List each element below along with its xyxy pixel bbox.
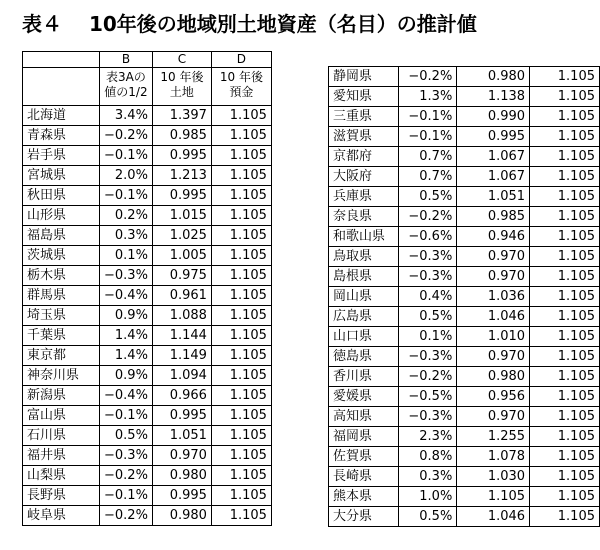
- d-deposit-cell: 1.105: [530, 67, 600, 87]
- column-header: 10 年後 預金: [211, 68, 271, 106]
- c-land-cell: 0.995: [152, 146, 211, 166]
- b-value-cell: 0.4%: [398, 287, 457, 307]
- table-row: [23, 306, 272, 326]
- c-land-cell: 1.051: [457, 187, 530, 207]
- b-value-cell: 1.0%: [398, 487, 457, 507]
- prefecture-cell: 愛知県: [329, 87, 399, 107]
- prefecture-cell: 福井県: [23, 446, 100, 466]
- table-row: [329, 127, 600, 147]
- d-deposit-cell: 1.105: [530, 487, 600, 507]
- prefecture-cell: 秋田県: [23, 186, 100, 206]
- c-land-cell: 0.970: [457, 267, 530, 287]
- prefecture-cell: 神奈川県: [23, 366, 100, 386]
- c-land-cell: 0.970: [152, 446, 211, 466]
- prefecture-cell: 静岡県: [329, 67, 399, 87]
- c-land-cell: 0.980: [152, 506, 211, 526]
- prefecture-cell: 和歌山県: [329, 227, 399, 247]
- b-value-cell: −0.3%: [398, 347, 457, 367]
- c-land-cell: 0.980: [152, 466, 211, 486]
- d-deposit-cell: 1.105: [530, 167, 600, 187]
- table-row: [329, 327, 600, 347]
- c-land-cell: 1.067: [457, 167, 530, 187]
- table-row: [23, 406, 272, 426]
- d-deposit-cell: 1.105: [530, 367, 600, 387]
- prefecture-cell: 北海道: [23, 106, 100, 126]
- c-land-cell: 0.970: [457, 247, 530, 267]
- table-row: [329, 227, 600, 247]
- table-row: [23, 266, 272, 286]
- prefecture-cell: 奈良県: [329, 207, 399, 227]
- column-letter: D: [211, 52, 271, 68]
- prefecture-cell: 京都府: [329, 147, 399, 167]
- b-value-cell: −0.2%: [100, 466, 153, 486]
- prefecture-cell: 島根県: [329, 267, 399, 287]
- b-value-cell: −0.3%: [100, 446, 153, 466]
- d-deposit-cell: 1.105: [530, 267, 600, 287]
- page-title: 表４ 10年後の地域別土地資産（名目）の推計値: [22, 12, 477, 36]
- b-value-cell: −0.2%: [100, 506, 153, 526]
- d-deposit-cell: 1.105: [530, 327, 600, 347]
- d-deposit-cell: 1.105: [211, 186, 271, 206]
- d-deposit-cell: 1.105: [530, 347, 600, 367]
- c-land-cell: 0.946: [457, 227, 530, 247]
- column-letter: [23, 52, 100, 68]
- table-row: [329, 167, 600, 187]
- c-land-cell: 1.094: [152, 366, 211, 386]
- prefecture-cell: 茨城県: [23, 246, 100, 266]
- d-deposit-cell: 1.105: [530, 507, 600, 527]
- table-row: [329, 267, 600, 287]
- column-letter: B: [100, 52, 153, 68]
- b-value-cell: 0.9%: [100, 306, 153, 326]
- prefecture-cell: 大阪府: [329, 167, 399, 187]
- prefecture-cell: 滋賀県: [329, 127, 399, 147]
- d-deposit-cell: 1.105: [530, 427, 600, 447]
- column-header: 10 年後 土地: [152, 68, 211, 106]
- b-value-cell: 0.2%: [100, 206, 153, 226]
- c-land-cell: 1.138: [457, 87, 530, 107]
- d-deposit-cell: 1.105: [530, 87, 600, 107]
- d-deposit-cell: 1.105: [530, 227, 600, 247]
- prefecture-cell: 群馬県: [23, 286, 100, 306]
- c-land-cell: 0.990: [457, 107, 530, 127]
- prefecture-cell: 大分県: [329, 507, 399, 527]
- b-value-cell: −0.6%: [398, 227, 457, 247]
- b-value-cell: −0.4%: [100, 286, 153, 306]
- d-deposit-cell: 1.105: [211, 146, 271, 166]
- b-value-cell: −0.3%: [398, 247, 457, 267]
- c-land-cell: 0.995: [152, 186, 211, 206]
- right-table: [328, 66, 600, 527]
- c-land-cell: 0.956: [457, 387, 530, 407]
- d-deposit-cell: 1.105: [211, 346, 271, 366]
- c-land-cell: 0.961: [152, 286, 211, 306]
- c-land-cell: 1.025: [152, 226, 211, 246]
- prefecture-cell: 宮城県: [23, 166, 100, 186]
- table-row: [329, 87, 600, 107]
- c-land-cell: 0.970: [457, 347, 530, 367]
- d-deposit-cell: 1.105: [530, 187, 600, 207]
- table-row: [329, 427, 600, 447]
- table-row: [23, 386, 272, 406]
- column-letter: C: [152, 52, 211, 68]
- d-deposit-cell: 1.105: [211, 126, 271, 146]
- b-value-cell: 0.1%: [100, 246, 153, 266]
- c-land-cell: 1.036: [457, 287, 530, 307]
- d-deposit-cell: 1.105: [211, 366, 271, 386]
- b-value-cell: −0.1%: [398, 127, 457, 147]
- b-value-cell: −0.1%: [100, 186, 153, 206]
- c-land-cell: 0.980: [457, 67, 530, 87]
- d-deposit-cell: 1.105: [211, 486, 271, 506]
- d-deposit-cell: 1.105: [211, 206, 271, 226]
- table-row: [23, 506, 272, 526]
- header-letter-row: [23, 52, 272, 68]
- d-deposit-cell: 1.105: [530, 407, 600, 427]
- b-value-cell: −0.1%: [100, 146, 153, 166]
- table-row: [329, 107, 600, 127]
- c-land-cell: 1.067: [457, 147, 530, 167]
- b-value-cell: 0.5%: [100, 426, 153, 446]
- c-land-cell: 1.078: [457, 447, 530, 467]
- prefecture-cell: 富山県: [23, 406, 100, 426]
- c-land-cell: 1.046: [457, 307, 530, 327]
- b-value-cell: 2.0%: [100, 166, 153, 186]
- d-deposit-cell: 1.105: [530, 107, 600, 127]
- table-row: [329, 247, 600, 267]
- table-row: [23, 466, 272, 486]
- d-deposit-cell: 1.105: [211, 446, 271, 466]
- b-value-cell: 1.4%: [100, 346, 153, 366]
- d-deposit-cell: 1.105: [530, 207, 600, 227]
- b-value-cell: 0.3%: [398, 467, 457, 487]
- prefecture-cell: 福岡県: [329, 427, 399, 447]
- table-row: [23, 166, 272, 186]
- c-land-cell: 0.985: [457, 207, 530, 227]
- table-row: [329, 347, 600, 367]
- b-value-cell: 0.3%: [100, 226, 153, 246]
- table-row: [23, 446, 272, 466]
- c-land-cell: 1.030: [457, 467, 530, 487]
- table-row: [23, 366, 272, 386]
- prefecture-cell: 兵庫県: [329, 187, 399, 207]
- d-deposit-cell: 1.105: [211, 246, 271, 266]
- table-row: [329, 187, 600, 207]
- d-deposit-cell: 1.105: [530, 287, 600, 307]
- c-land-cell: 1.005: [152, 246, 211, 266]
- b-value-cell: −0.3%: [398, 267, 457, 287]
- table-row: [23, 346, 272, 366]
- d-deposit-cell: 1.105: [211, 306, 271, 326]
- table-row: [23, 226, 272, 246]
- column-header: [23, 68, 100, 106]
- table-row: [23, 426, 272, 446]
- prefecture-cell: 栃木県: [23, 266, 100, 286]
- table-row: [329, 387, 600, 407]
- prefecture-cell: 広島県: [329, 307, 399, 327]
- c-land-cell: 1.010: [457, 327, 530, 347]
- prefecture-cell: 千葉県: [23, 326, 100, 346]
- table-row: [329, 67, 600, 87]
- c-land-cell: 0.970: [457, 407, 530, 427]
- b-value-cell: 0.7%: [398, 167, 457, 187]
- d-deposit-cell: 1.105: [211, 226, 271, 246]
- c-land-cell: 1.051: [152, 426, 211, 446]
- column-header: 表3Aの 値の1/2: [100, 68, 153, 106]
- table-row: [23, 106, 272, 126]
- prefecture-cell: 青森県: [23, 126, 100, 146]
- prefecture-cell: 岡山県: [329, 287, 399, 307]
- b-value-cell: 0.7%: [398, 147, 457, 167]
- b-value-cell: 0.9%: [100, 366, 153, 386]
- d-deposit-cell: 1.105: [211, 466, 271, 486]
- c-land-cell: 1.088: [152, 306, 211, 326]
- prefecture-cell: 岐阜県: [23, 506, 100, 526]
- b-value-cell: −0.5%: [398, 387, 457, 407]
- c-land-cell: 0.995: [152, 406, 211, 426]
- b-value-cell: −0.1%: [100, 486, 153, 506]
- table-row: [329, 487, 600, 507]
- d-deposit-cell: 1.105: [211, 406, 271, 426]
- b-value-cell: −0.2%: [398, 67, 457, 87]
- b-value-cell: 2.3%: [398, 427, 457, 447]
- prefecture-cell: 福島県: [23, 226, 100, 246]
- b-value-cell: −0.4%: [100, 386, 153, 406]
- c-land-cell: 1.015: [152, 206, 211, 226]
- b-value-cell: 0.5%: [398, 507, 457, 527]
- prefecture-cell: 高知県: [329, 407, 399, 427]
- b-value-cell: 1.4%: [100, 326, 153, 346]
- table-row: [23, 286, 272, 306]
- d-deposit-cell: 1.105: [211, 386, 271, 406]
- d-deposit-cell: 1.105: [530, 247, 600, 267]
- table-row: [23, 146, 272, 166]
- d-deposit-cell: 1.105: [211, 166, 271, 186]
- c-land-cell: 0.975: [152, 266, 211, 286]
- c-land-cell: 1.144: [152, 326, 211, 346]
- b-value-cell: −0.1%: [100, 406, 153, 426]
- c-land-cell: 0.980: [457, 367, 530, 387]
- prefecture-cell: 長崎県: [329, 467, 399, 487]
- b-value-cell: −0.3%: [100, 266, 153, 286]
- table-row: [23, 186, 272, 206]
- c-land-cell: 0.966: [152, 386, 211, 406]
- c-land-cell: 1.397: [152, 106, 211, 126]
- table-row: [329, 307, 600, 327]
- header-label-row: [23, 68, 272, 106]
- c-land-cell: 1.046: [457, 507, 530, 527]
- table-row: [329, 507, 600, 527]
- left-table: [22, 51, 272, 526]
- d-deposit-cell: 1.105: [211, 426, 271, 446]
- d-deposit-cell: 1.105: [530, 467, 600, 487]
- prefecture-cell: 東京都: [23, 346, 100, 366]
- b-value-cell: 0.5%: [398, 307, 457, 327]
- c-land-cell: 0.995: [457, 127, 530, 147]
- prefecture-cell: 香川県: [329, 367, 399, 387]
- prefecture-cell: 山形県: [23, 206, 100, 226]
- b-value-cell: 1.3%: [398, 87, 457, 107]
- b-value-cell: −0.2%: [398, 207, 457, 227]
- d-deposit-cell: 1.105: [211, 326, 271, 346]
- b-value-cell: 3.4%: [100, 106, 153, 126]
- prefecture-cell: 徳島県: [329, 347, 399, 367]
- c-land-cell: 1.213: [152, 166, 211, 186]
- table-row: [23, 206, 272, 226]
- b-value-cell: 0.8%: [398, 447, 457, 467]
- table-row: [329, 207, 600, 227]
- d-deposit-cell: 1.105: [211, 106, 271, 126]
- d-deposit-cell: 1.105: [530, 127, 600, 147]
- prefecture-cell: 熊本県: [329, 487, 399, 507]
- c-land-cell: 1.105: [457, 487, 530, 507]
- d-deposit-cell: 1.105: [211, 286, 271, 306]
- d-deposit-cell: 1.105: [530, 387, 600, 407]
- b-value-cell: −0.2%: [100, 126, 153, 146]
- table-row: [23, 486, 272, 506]
- d-deposit-cell: 1.105: [211, 506, 271, 526]
- table-row: [23, 326, 272, 346]
- d-deposit-cell: 1.105: [530, 447, 600, 467]
- b-value-cell: 0.5%: [398, 187, 457, 207]
- prefecture-cell: 山口県: [329, 327, 399, 347]
- prefecture-cell: 埼玉県: [23, 306, 100, 326]
- prefecture-cell: 佐賀県: [329, 447, 399, 467]
- prefecture-cell: 石川県: [23, 426, 100, 446]
- b-value-cell: −0.2%: [398, 367, 457, 387]
- table-row: [329, 407, 600, 427]
- prefecture-cell: 長野県: [23, 486, 100, 506]
- prefecture-cell: 愛媛県: [329, 387, 399, 407]
- table-row: [329, 447, 600, 467]
- d-deposit-cell: 1.105: [211, 266, 271, 286]
- b-value-cell: −0.1%: [398, 107, 457, 127]
- c-land-cell: 1.149: [152, 346, 211, 366]
- prefecture-cell: 三重県: [329, 107, 399, 127]
- table-row: [329, 467, 600, 487]
- prefecture-cell: 新潟県: [23, 386, 100, 406]
- d-deposit-cell: 1.105: [530, 147, 600, 167]
- table-row: [329, 367, 600, 387]
- table-row: [23, 126, 272, 146]
- c-land-cell: 0.995: [152, 486, 211, 506]
- table-row: [23, 246, 272, 266]
- b-value-cell: 0.1%: [398, 327, 457, 347]
- c-land-cell: 0.985: [152, 126, 211, 146]
- prefecture-cell: 鳥取県: [329, 247, 399, 267]
- table-row: [329, 147, 600, 167]
- prefecture-cell: 山梨県: [23, 466, 100, 486]
- c-land-cell: 1.255: [457, 427, 530, 447]
- table-row: [329, 287, 600, 307]
- d-deposit-cell: 1.105: [530, 307, 600, 327]
- prefecture-cell: 岩手県: [23, 146, 100, 166]
- b-value-cell: −0.3%: [398, 407, 457, 427]
